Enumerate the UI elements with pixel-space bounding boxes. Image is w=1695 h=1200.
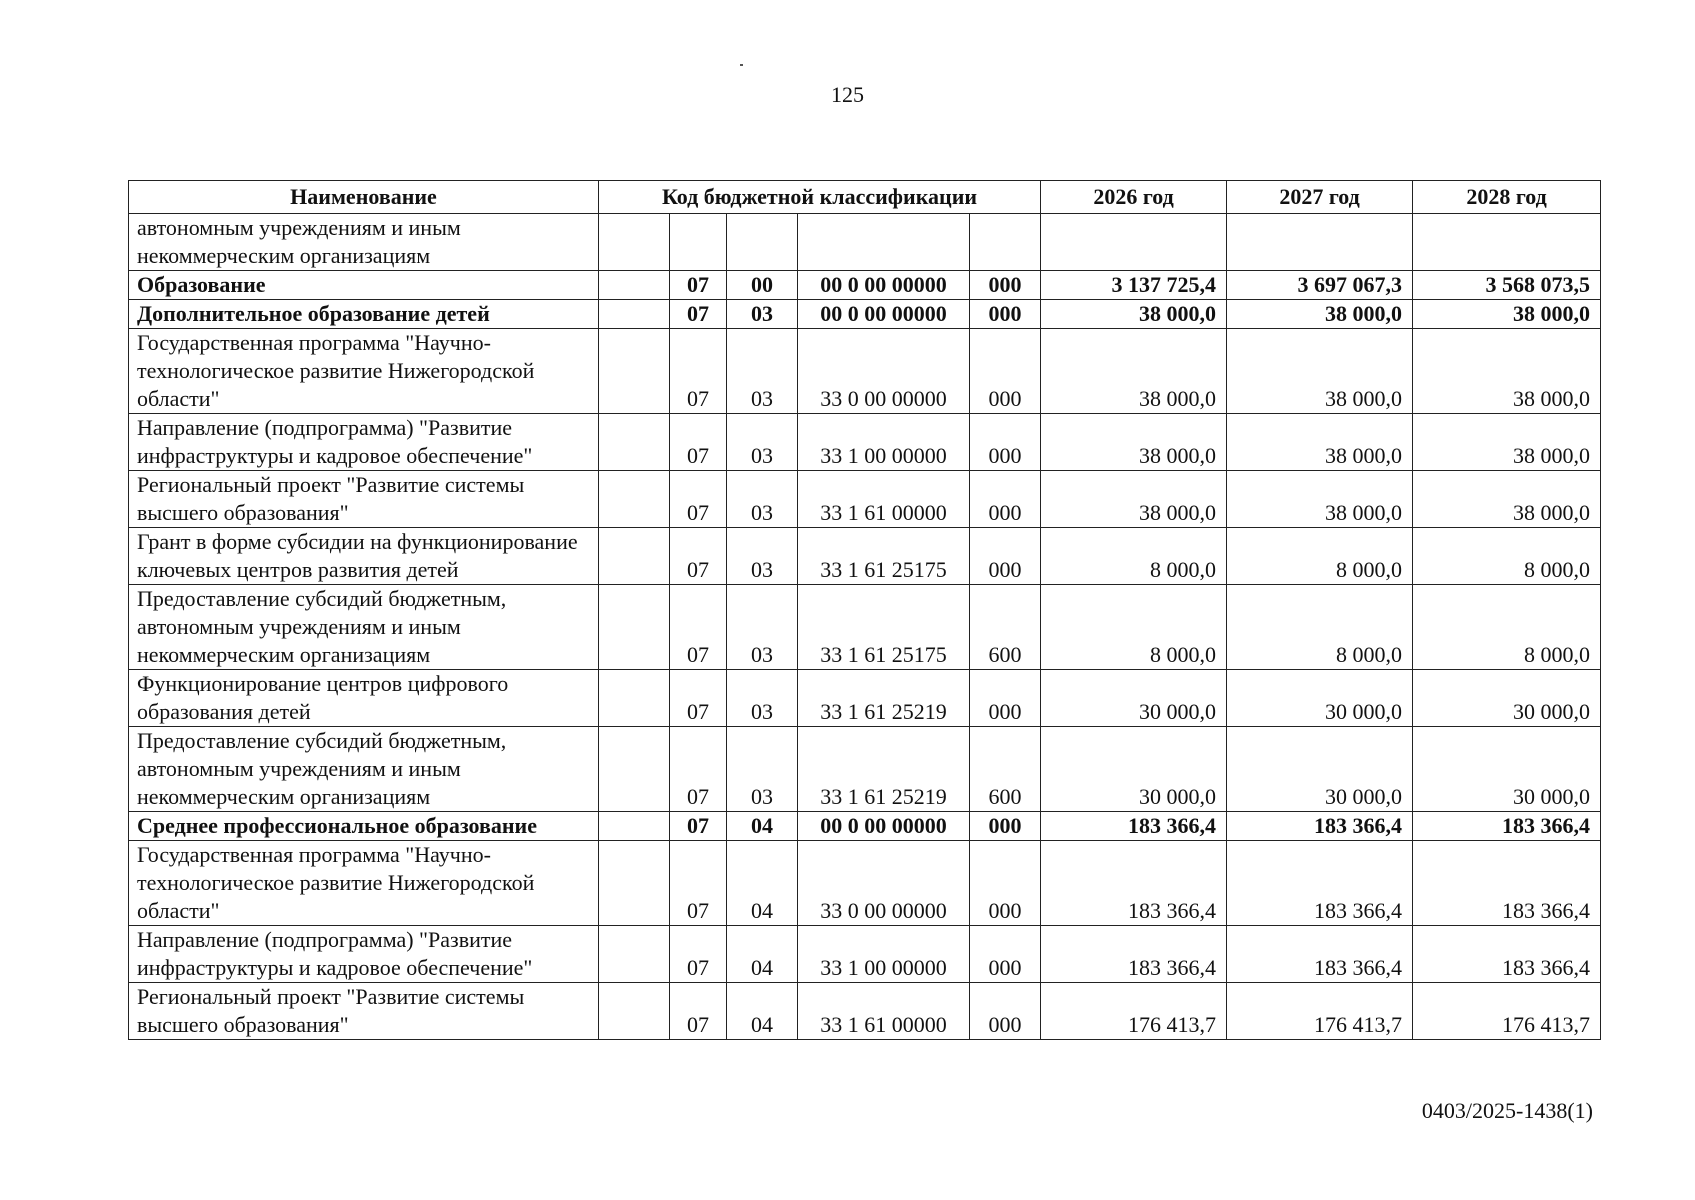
cell-name: Региональный проект "Развитие системы высшего образования": [129, 471, 599, 528]
cell-2026: 183 366,4: [1041, 841, 1227, 926]
cell-section: 07: [670, 300, 727, 329]
cell-empty: [599, 271, 670, 300]
cell-section: 07: [670, 926, 727, 983]
cell-target-article: 00 0 00 00000: [798, 812, 970, 841]
table-row: [129, 926, 1601, 983]
cell-target-article: 33 1 61 00000: [798, 471, 970, 528]
cell-expense-type: 000: [970, 414, 1041, 471]
table-row: [129, 329, 1601, 414]
cell-2027: 38 000,0: [1227, 414, 1413, 471]
cell-name: Грант в форме субсидии на функционирование ключевых центров развития детей: [129, 528, 599, 585]
scan-speck: [740, 64, 743, 66]
cell-target-article: 33 1 61 00000: [798, 983, 970, 1040]
table-row: [129, 528, 1601, 585]
cell-2027: 38 000,0: [1227, 329, 1413, 414]
cell-2028: [1413, 214, 1601, 271]
cell-2027: 8 000,0: [1227, 585, 1413, 670]
cell-expense-type: 600: [970, 585, 1041, 670]
cell-2027: 8 000,0: [1227, 528, 1413, 585]
cell-name: Региональный проект "Развитие системы высшего образования": [129, 983, 599, 1040]
cell-empty: [599, 329, 670, 414]
cell-target-article: 33 1 61 25219: [798, 727, 970, 812]
cell-subsection: 03: [727, 300, 798, 329]
cell-name: Функционирование центров цифрового образования детей: [129, 670, 599, 727]
cell-section: 07: [670, 670, 727, 727]
cell-2026: 3 137 725,4: [1041, 271, 1227, 300]
cell-2028: 3 568 073,5: [1413, 271, 1601, 300]
table-row: [129, 841, 1601, 926]
cell-expense-type: [970, 214, 1041, 271]
table-row: [129, 983, 1601, 1040]
table-row: [129, 214, 1601, 271]
cell-subsection: 04: [727, 926, 798, 983]
cell-empty: [599, 300, 670, 329]
cell-2028: 8 000,0: [1413, 528, 1601, 585]
table-row: [129, 585, 1601, 670]
cell-empty: [599, 585, 670, 670]
cell-name: Дополнительное образование детей: [129, 300, 599, 329]
table-row: [129, 812, 1601, 841]
cell-name: Среднее профессиональное образование: [129, 812, 599, 841]
table-body: [129, 214, 1601, 1040]
table-header-row: [129, 181, 1601, 214]
cell-2028: 183 366,4: [1413, 926, 1601, 983]
cell-expense-type: 000: [970, 670, 1041, 727]
cell-2026: 38 000,0: [1041, 414, 1227, 471]
cell-2027: 183 366,4: [1227, 841, 1413, 926]
cell-name: Образование: [129, 271, 599, 300]
cell-empty: [599, 670, 670, 727]
cell-2026: 8 000,0: [1041, 585, 1227, 670]
page-number: 125: [831, 82, 864, 107]
cell-empty: [599, 812, 670, 841]
cell-empty: [599, 214, 670, 271]
cell-2027: 30 000,0: [1227, 727, 1413, 812]
cell-2028: 38 000,0: [1413, 471, 1601, 528]
cell-2028: 30 000,0: [1413, 670, 1601, 727]
cell-subsection: 03: [727, 471, 798, 528]
cell-2027: [1227, 214, 1413, 271]
cell-subsection: 03: [727, 528, 798, 585]
cell-expense-type: 000: [970, 300, 1041, 329]
cell-subsection: 03: [727, 585, 798, 670]
cell-expense-type: 000: [970, 329, 1041, 414]
document-reference: 0403/2025-1438(1): [1421, 1098, 1593, 1123]
cell-expense-type: 600: [970, 727, 1041, 812]
cell-section: 07: [670, 841, 727, 926]
table-row: [129, 414, 1601, 471]
cell-subsection: 04: [727, 983, 798, 1040]
cell-expense-type: 000: [970, 841, 1041, 926]
cell-name: автономным учреждениям и иным некоммерческим организациям: [129, 214, 599, 271]
cell-2026: 38 000,0: [1041, 329, 1227, 414]
cell-target-article: 33 1 61 25175: [798, 528, 970, 585]
cell-2028: 176 413,7: [1413, 983, 1601, 1040]
cell-target-article: 33 1 00 00000: [798, 414, 970, 471]
cell-2026: [1041, 214, 1227, 271]
cell-name: Направление (подпрограмма) "Развитие инфраструктуры и кадровое обеспечение": [129, 414, 599, 471]
cell-2026: 38 000,0: [1041, 300, 1227, 329]
cell-subsection: 03: [727, 727, 798, 812]
cell-section: 07: [670, 414, 727, 471]
cell-2026: 176 413,7: [1041, 983, 1227, 1040]
cell-target-article: [798, 214, 970, 271]
cell-target-article: 00 0 00 00000: [798, 300, 970, 329]
cell-2028: 8 000,0: [1413, 585, 1601, 670]
cell-2027: 30 000,0: [1227, 670, 1413, 727]
cell-empty: [599, 926, 670, 983]
cell-2027: 3 697 067,3: [1227, 271, 1413, 300]
cell-name: Государственная программа "Научно-технологическое развитие Нижегородской области": [129, 329, 599, 414]
cell-empty: [599, 841, 670, 926]
cell-2026: 30 000,0: [1041, 670, 1227, 727]
cell-2027: 183 366,4: [1227, 812, 1413, 841]
cell-2026: 183 366,4: [1041, 926, 1227, 983]
header-2026: 2026 год: [1041, 181, 1227, 214]
cell-2028: 38 000,0: [1413, 329, 1601, 414]
cell-2026: 183 366,4: [1041, 812, 1227, 841]
cell-target-article: 33 0 00 00000: [798, 329, 970, 414]
cell-subsection: 04: [727, 841, 798, 926]
cell-empty: [599, 983, 670, 1040]
cell-subsection: [727, 214, 798, 271]
cell-empty: [599, 471, 670, 528]
header-code: Код бюджетной классификации: [599, 181, 1041, 214]
cell-2026: 38 000,0: [1041, 471, 1227, 528]
cell-section: 07: [670, 585, 727, 670]
cell-expense-type: 000: [970, 528, 1041, 585]
cell-section: 07: [670, 983, 727, 1040]
cell-expense-type: 000: [970, 271, 1041, 300]
cell-expense-type: 000: [970, 926, 1041, 983]
cell-subsection: 03: [727, 670, 798, 727]
cell-2027: 38 000,0: [1227, 471, 1413, 528]
cell-2027: 176 413,7: [1227, 983, 1413, 1040]
cell-2028: 30 000,0: [1413, 727, 1601, 812]
cell-empty: [599, 528, 670, 585]
cell-2028: 38 000,0: [1413, 300, 1601, 329]
cell-2026: 8 000,0: [1041, 528, 1227, 585]
cell-name: Предоставление субсидий бюджетным, автономным учреждениям и иным некоммерческим организациям: [129, 585, 599, 670]
cell-empty: [599, 414, 670, 471]
cell-section: [670, 214, 727, 271]
cell-subsection: 04: [727, 812, 798, 841]
cell-expense-type: 000: [970, 983, 1041, 1040]
cell-empty: [599, 727, 670, 812]
cell-2028: 183 366,4: [1413, 812, 1601, 841]
cell-target-article: 33 0 00 00000: [798, 841, 970, 926]
header-2027: 2027 год: [1227, 181, 1413, 214]
cell-target-article: 33 1 61 25175: [798, 585, 970, 670]
cell-2028: 38 000,0: [1413, 414, 1601, 471]
cell-target-article: 33 1 00 00000: [798, 926, 970, 983]
header-2028: 2028 год: [1413, 181, 1601, 214]
cell-section: 07: [670, 329, 727, 414]
table-row: [129, 300, 1601, 329]
cell-section: 07: [670, 727, 727, 812]
table-row: [129, 271, 1601, 300]
cell-2027: 38 000,0: [1227, 300, 1413, 329]
cell-section: 07: [670, 471, 727, 528]
cell-section: 07: [670, 528, 727, 585]
cell-section: 07: [670, 271, 727, 300]
cell-name: Направление (подпрограмма) "Развитие инфраструктуры и кадровое обеспечение": [129, 926, 599, 983]
cell-target-article: 33 1 61 25219: [798, 670, 970, 727]
cell-2026: 30 000,0: [1041, 727, 1227, 812]
cell-name: Государственная программа "Научно-технологическое развитие Нижегородской области": [129, 841, 599, 926]
table-row: [129, 727, 1601, 812]
cell-target-article: 00 0 00 00000: [798, 271, 970, 300]
cell-2028: 183 366,4: [1413, 841, 1601, 926]
budget-table: [128, 180, 1601, 1040]
table-row: [129, 670, 1601, 727]
cell-name: Предоставление субсидий бюджетным, автономным учреждениям и иным некоммерческим организациям: [129, 727, 599, 812]
cell-2027: 183 366,4: [1227, 926, 1413, 983]
cell-expense-type: 000: [970, 812, 1041, 841]
cell-subsection: 03: [727, 414, 798, 471]
cell-subsection: 03: [727, 329, 798, 414]
table-row: [129, 471, 1601, 528]
header-name: Наименование: [129, 181, 599, 214]
cell-section: 07: [670, 812, 727, 841]
cell-expense-type: 000: [970, 471, 1041, 528]
cell-subsection: 00: [727, 271, 798, 300]
